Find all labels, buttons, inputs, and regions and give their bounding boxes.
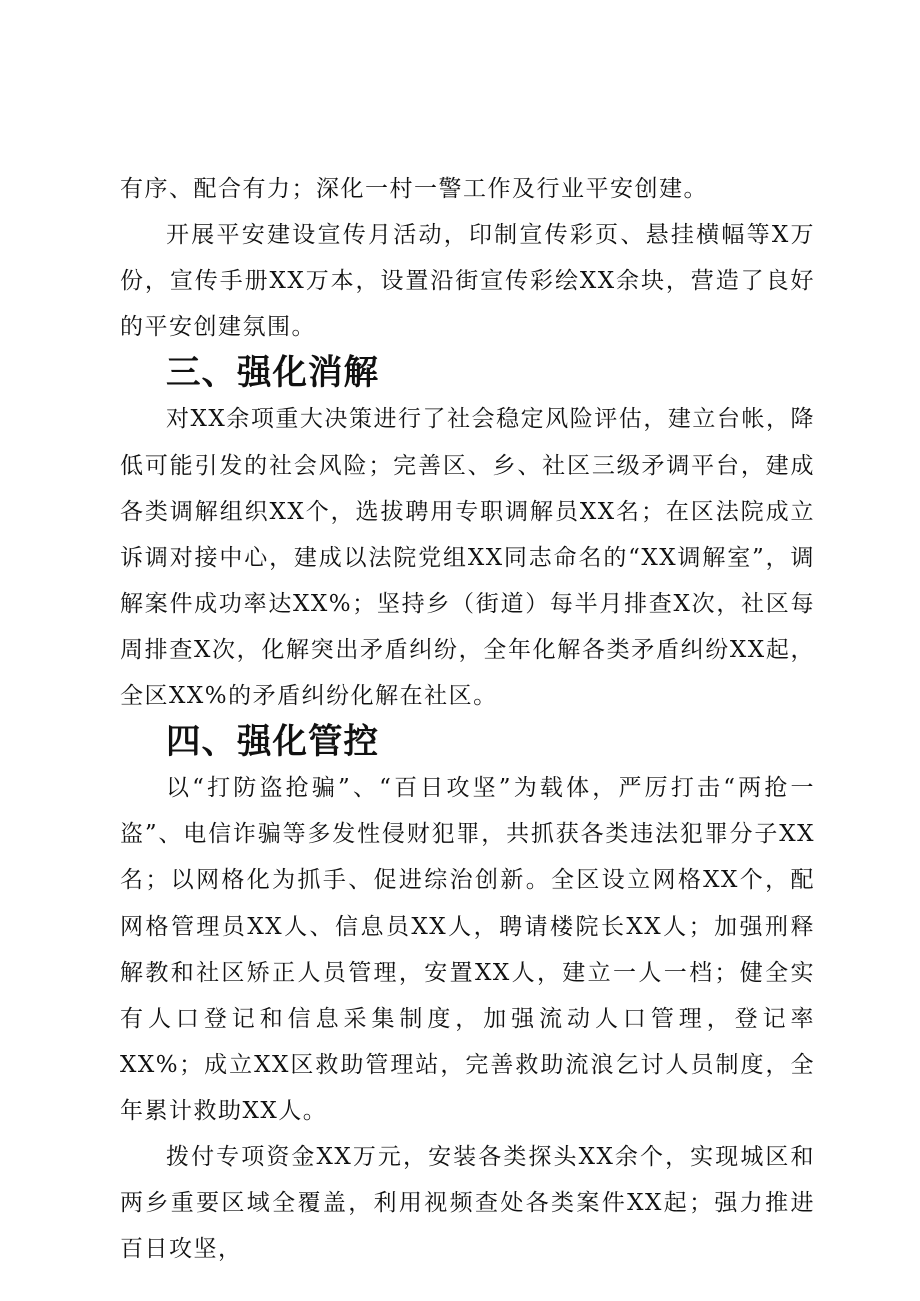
document-body xyxy=(120,166,815,1272)
paragraph-dispute-resolution: 对XX余项重大决策进行了社会稳定风险评估，建立台帐，降低可能引发的社会风险；完善区、乡、社区三级矛调平台，建成各类调解组织XX个，选拔聘用专职调解员XX名；在区法院成立诉调对接中心，建成以法院党组XX同志命名的“XX调解室”，调解案件成功率达XX%；坚持乡（街道）每半月排查X次，社区每周排查X次，化解突出矛盾纠纷，全年化解各类矛盾纠纷XX起，全区XX%的矛盾纠纷化解在社区。 xyxy=(120,406,815,710)
section-heading-3: 三、强化消解 xyxy=(166,353,379,394)
paragraph-control-measures: 以“打防盗抢骗”、“百日攻坚”为载体，严厉打击“两抢一盗”、电信诈骗等多发性侵财犯罪，共抓获各类违法犯罪分子XX名；以网格化为抓手、促进综治创新。全区设立网格XX个，配网格管理员XX人、信息员XX人，聘请楼院长XX人；加强刑释解教和社区矫正人员管理，安置XX人，建立一人一档；健全实有人口登记和信息采集制度，加强流动人口管理，登记率XX%；成立XX区救助管理站，完善救助流浪乞讨人员制度，全年累计救助XX人。 xyxy=(120,775,815,1124)
paragraph-continued: 有序、配合有力；深化一村一警工作及行业平安创建。 xyxy=(120,176,708,202)
paragraph-special-funds: 拨付专项资金XX万元，安装各类探头XX余个，实现城区和两乡重要区域全覆盖，利用视频查处各类案件XX起；强力推进百日攻坚， xyxy=(120,1143,815,1263)
section-heading-4: 四、强化管控 xyxy=(166,722,379,763)
paragraph-publicity-month: 开展平安建设宣传月活动，印制宣传彩页、悬挂横幅等X万份，宣传手册XX万本，设置沿街宣传彩绘XX余块，营造了良好的平安创建氛围。 xyxy=(120,222,815,341)
